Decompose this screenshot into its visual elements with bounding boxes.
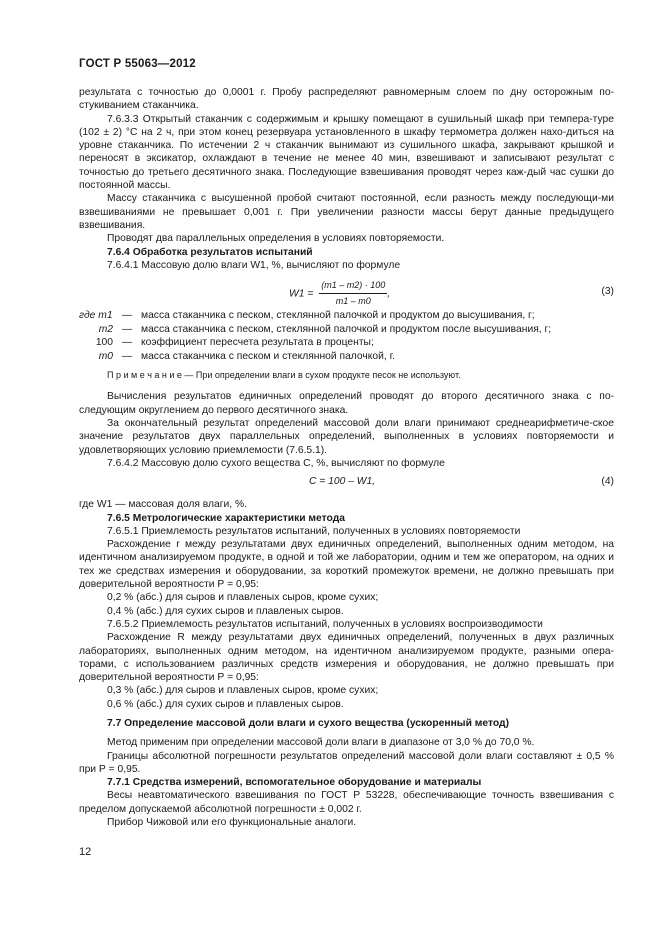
formula-fraction (319, 279, 387, 309)
variable-symbol: где m1 (79, 310, 113, 322)
list-item: 0,3 % (абс.) для сыров и плавленых сыров, кроме сухих; (107, 685, 379, 697)
paragraph: 7.6.5.1 Приемлемость результатов испытаний, полученных в условиях повторяемости (107, 525, 521, 537)
page-number: 12 (79, 846, 92, 858)
variable-list (79, 309, 614, 363)
variable-description: коэффициент пересчета результата в проценты; (141, 337, 374, 349)
list-item: 0,4 % (абс.) для сухих сыров и плавленых сыров. (107, 605, 344, 617)
note: П р и м е ч а н и е — При определении влаги в сухом продукте песок не используют. (107, 370, 461, 381)
formula-tail: , (387, 288, 391, 300)
formula-body: С = 100 – W1, (309, 476, 376, 488)
variable-dash: — (121, 337, 133, 349)
variable-dash: — (121, 323, 133, 335)
section-heading: 7.6.4 Обработка результатов испытаний (107, 246, 313, 258)
paragraph: 7.6.3.3 Открытый стаканчик с содержимым и крышку помещают в сушильный шкаф при темпера-туре (102 ± 2) °С на 2 ч, при этом конец резервуара установленного в шкафу термометра должен нахо-диться на уровне стаканчика. По истечении 2 ч стаканчик вынимают из сушильного шкафа, закрывают крышкой и переносят в эксикатор, охлаждают в течение не менее 40 мин, взвешивают и записывают результат с точностью до третьего десятичного знака. Последующие взвешивания проводят через каж-дый час сушки до постоянной массы. (79, 113, 614, 192)
formula-number: (4) (601, 476, 614, 488)
variable-dash: — (121, 350, 133, 362)
section-heading: 7.7 Определение массовой доли влаги и сухого вещества (ускоренный метод) (107, 717, 510, 729)
paragraph: Весы неавтоматического взвешивания по ГОСТ Р 53228, обеспечивающие точность взвешивания с пределом допускаемой абсолютной погрешности ± 0,002 г. (79, 790, 614, 815)
formula-body (289, 279, 390, 309)
paragraph: Расхождение R между результатами двух единичных определений, полученных в двух различных лабораториях, выполненных одним методом, на идентичном анализируемом продукте, разными опера-торами, с использованием различных средств измерения и оборудования, не должно превышать при доверительной вероятности Р = 0,95: (79, 632, 614, 684)
variable-symbol: 100 (95, 337, 113, 349)
formula-3 (79, 273, 614, 307)
paragraph: где W1 — массовая доля влаги, %. (79, 499, 247, 511)
paragraph: Массу стаканчика с высушенной пробой считают постоянной, если разность между последующи-ми взвешиваниями не превышает 0,001 г. При увеличении разности массы берут данные предыдущего взвешивания. (79, 193, 614, 231)
document-body (79, 86, 614, 829)
formula-4 (79, 472, 614, 494)
section-heading: 7.6.5 Метрологические характеристики метода (107, 512, 345, 524)
variable-symbol: m2 (98, 323, 113, 335)
paragraph: результата с точностью до 0,0001 г. Пробу распределяют равномерным слоем по дну осторожным по-стукиванием стаканчика. (79, 87, 614, 112)
paragraph: Границы абсолютной погрешности результатов определений массовой доли влаги составляют ± 0,5 % при Р = 0,95. (79, 750, 614, 775)
paragraph: Вычисления результатов единичных определений проводят до второго десятичного знака с по-следующим округлением до первого десятичного знака. (79, 391, 614, 416)
fraction-numerator: (m1 – m2) · 100 (319, 279, 387, 294)
document-header: ГОСТ Р 55063—2012 (79, 58, 196, 70)
variable-row (79, 336, 614, 350)
formula-lhs: W1 = (289, 288, 314, 300)
section-heading: 7.7.1 Средства измерений, вспомогательное оборудование и материалы (107, 777, 482, 789)
paragraph: Прибор Чижовой или его функциональные аналоги. (107, 817, 357, 829)
list-item: 0,2 % (абс.) для сыров и плавленых сыров, кроме сухих; (107, 592, 379, 604)
fraction-denominator: m1 – m0 (335, 296, 371, 307)
paragraph: Метод применим при определении массовой доли влаги в диапазоне от 3,0 % до 70,0 %. (107, 737, 535, 749)
variable-description: масса стаканчика с песком, стеклянной палочкой и продуктом до высушивания, г; (141, 310, 535, 322)
variable-description: масса стаканчика с песком и стеклянной палочкой, г. (141, 350, 395, 362)
list-item: 0,6 % (абс.) для сухих сыров и плавленых сыров. (107, 698, 344, 710)
paragraph: 7.6.5.2 Приемлемость результатов испытаний, полученных в условиях воспроизводимости (107, 618, 543, 630)
variable-dash: — (121, 310, 133, 322)
formula-number: (3) (601, 286, 614, 298)
paragraph: 7.6.4.1 Массовую долю влаги W1, %, вычисляют по формуле (107, 259, 401, 271)
paragraph: 7.6.4.2 Массовую долю сухого вещества С, %, вычисляют по формуле (107, 457, 445, 469)
paragraph: Расхождение r между результатами двух единичных определений, выполненных одним методом, на идентичном анализируемом продукте, в одной и той же лаборатории, одним и тем же оператором, на одних и тех же средствах измерения и оборудовании, за короткий промежуток времени, не должно превышать при доверительной вероятности Р = 0,95: (79, 539, 614, 591)
variable-row (79, 323, 614, 337)
variable-row (79, 350, 614, 364)
variable-description: масса стаканчика с песком, стеклянной палочкой и продуктом после высушивания, г; (141, 323, 552, 335)
variable-symbol: m0 (98, 350, 113, 362)
paragraph: Проводят два параллельных определения в условиях повторяемости. (107, 233, 445, 245)
paragraph: За окончательный результат определений массовой доли влаги принимают среднеарифметиче-ское значение результатов двух параллельных определений, выполненных в условиях повторяемости и удовлетворяющих условию приемлемости (7.6.5.1). (79, 418, 614, 456)
variable-row (79, 309, 614, 323)
